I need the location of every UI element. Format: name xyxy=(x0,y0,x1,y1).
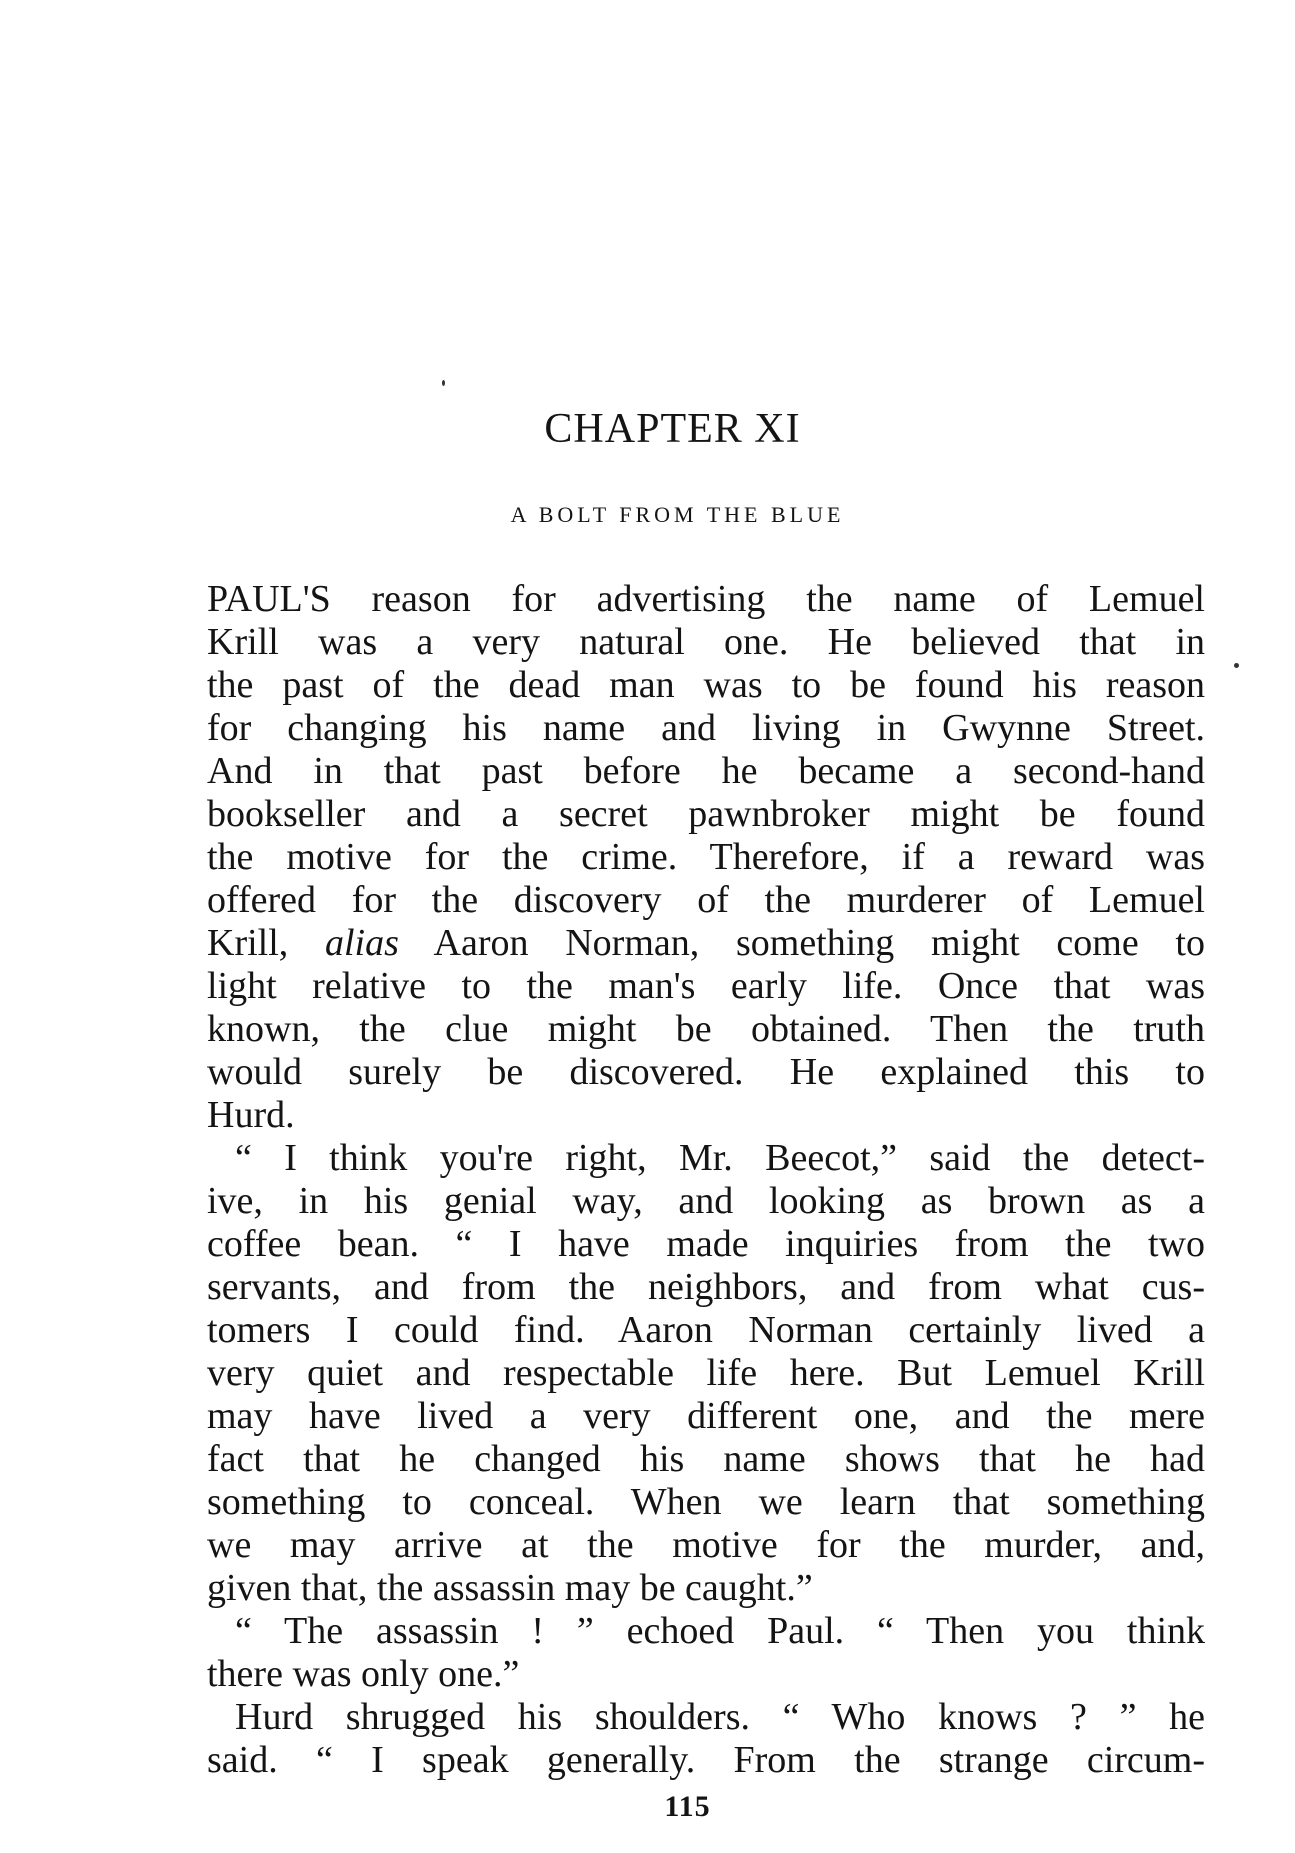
text-line: the past of the dead man was to be found his reason xyxy=(207,664,1205,706)
text-fragment: Krill, xyxy=(207,922,325,964)
text-line: given that, the assassin may be caught.” xyxy=(207,1567,813,1609)
text-fragment: reason for advertising the name of Lemuel xyxy=(330,578,1205,620)
text-line: very quiet and respectable life here. But Lemuel Krill xyxy=(207,1352,1205,1394)
text-line: fact that he changed his name shows that he had xyxy=(207,1438,1205,1480)
text-fragment: Aaron Norman, something might come to xyxy=(398,922,1205,964)
text-line: something to conceal. When we learn that something xyxy=(207,1481,1205,1523)
ink-speck xyxy=(442,380,445,386)
text-line: tomers I could find. Aaron Norman certainly lived a xyxy=(207,1309,1205,1351)
text-line: said. “ I speak generally. From the strange circum- xyxy=(207,1739,1205,1781)
chapter-number: CHAPTER XI xyxy=(544,406,801,452)
text-line: “ I think you're right, Mr. Beecot,” said the detect- xyxy=(235,1137,1205,1179)
text-line: there was only one.” xyxy=(207,1653,520,1695)
text-line: light relative to the man's early life. Once that was xyxy=(207,965,1205,1007)
text-line xyxy=(207,578,1205,621)
text-line: “ The assassin ! ” echoed Paul. “ Then you think xyxy=(235,1610,1205,1652)
chapter-title: A BOLT FROM THE BLUE xyxy=(510,502,845,527)
text-line: bookseller and a secret pawnbroker might be found xyxy=(207,793,1205,835)
text-line: And in that past before he became a second-hand xyxy=(207,750,1205,792)
text-line: may have lived a very different one, and the mere xyxy=(207,1395,1205,1437)
text-line: Hurd. xyxy=(207,1094,295,1136)
page-number: 115 xyxy=(664,1790,711,1823)
text-line: ive, in his genial way, and looking as brown as a xyxy=(207,1180,1205,1222)
body-text xyxy=(207,578,1205,1782)
text-line: Krill was a very natural one. He believed that in xyxy=(207,621,1205,663)
text-line: we may arrive at the motive for the murder, and, xyxy=(207,1524,1205,1566)
drop-word: PAUL'S xyxy=(207,578,331,620)
text-line: servants, and from the neighbors, and from what cus- xyxy=(207,1266,1205,1308)
text-line: Hurd shrugged his shoulders. “ Who knows ? ” he xyxy=(235,1696,1205,1738)
text-line: offered for the discovery of the murderer of Lemuel xyxy=(207,879,1205,921)
text-line: would surely be discovered. He explained this to xyxy=(207,1051,1205,1093)
ink-speck xyxy=(1234,663,1239,668)
text-line xyxy=(207,922,1205,965)
italic-word: alias xyxy=(325,922,399,964)
text-line: the motive for the crime. Therefore, if a reward was xyxy=(207,836,1205,878)
text-line: for changing his name and living in Gwynne Street. xyxy=(207,707,1205,749)
text-line: known, the clue might be obtained. Then the truth xyxy=(207,1008,1205,1050)
text-line: coffee bean. “ I have made inquiries from the two xyxy=(207,1223,1205,1265)
